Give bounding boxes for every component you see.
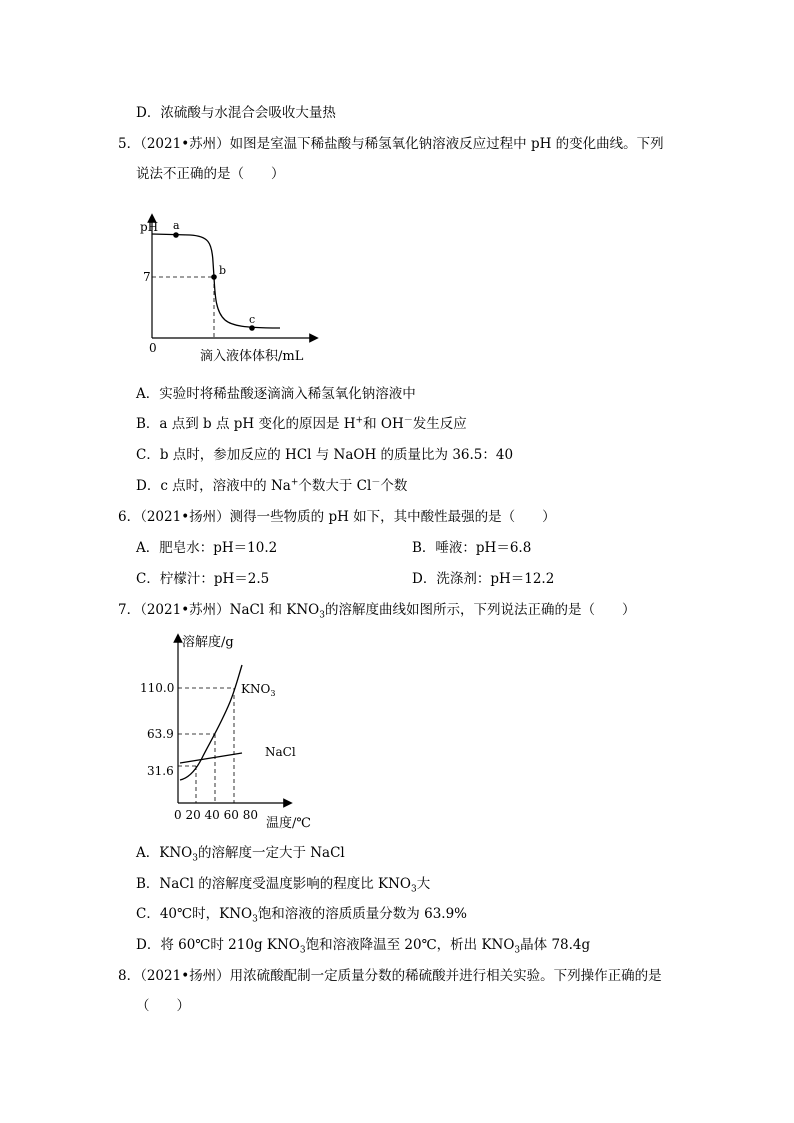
point-c — [249, 325, 255, 331]
solubility-axis-label: 溶解度/g — [182, 635, 234, 650]
q6-option-a: A．肥皂水：pH＝10.2 — [136, 540, 278, 556]
q6-option-c: C．柠檬汁：pH＝2.5 — [136, 571, 270, 587]
temperature-axis-label: 温度/℃ — [266, 816, 311, 831]
ph-7-label: 7 — [143, 270, 151, 284]
q7-option-b: B．NaCl 的溶解度受温度影响的程度比 $KNO_3$大 — [136, 876, 431, 895]
ph-curve — [152, 234, 280, 328]
point-b — [211, 274, 217, 280]
q5-option-a: A．实验时将稀盐酸逐滴滴入稀氢氧化钠溶液中 — [136, 386, 416, 402]
q4-option-d: D．浓硫酸与水混合会吸收大量热 — [136, 105, 336, 121]
nacl-curve — [180, 753, 242, 763]
y-tick-110: 110.0 — [140, 681, 175, 695]
y-tick-639: 63.9 — [147, 727, 174, 741]
ph-curve-figure — [130, 212, 320, 372]
q5-option-b: B．a 点到 b 点 pH 变化的原因是 H+和 OH－发生反应 — [136, 415, 467, 432]
q8-stem-line1: 8．（2021•扬州）用浓硫酸配制一定质量分数的稀硫酸并进行相关实验。下列操作正确的是 — [118, 968, 662, 984]
point-c-label: c — [249, 313, 256, 326]
q8-stem-line2: （ ） — [136, 998, 190, 1014]
q5-stem-line1: 5．（2021•苏州）如图是室温下稀盐酸与稀氢氧化钠溶液反应过程中 pH 的变化曲线。下列 — [118, 136, 664, 152]
q7-option-a: A．$KNO_3$的溶解度一定大于 NaCl — [136, 845, 345, 864]
y-tick-316: 31.6 — [147, 764, 174, 778]
point-a-label: a — [173, 219, 180, 232]
q5-stem-line2: 说法不正确的是（ ） — [136, 166, 285, 182]
point-b-label: b — [219, 264, 227, 277]
q7-stem: 7．（2021•苏州）NaCl 和 $KNO_3$的溶解度曲线如图所示，下列说法正确的是（ ） — [118, 602, 636, 621]
kno3-curve-label: $KNO_3$ — [241, 682, 276, 698]
q5-option-d: D．c 点时，溶液中的 Na+个数大于 Cl－个数 — [136, 477, 408, 494]
point-a — [173, 232, 179, 238]
q7-option-c: C．40℃时，$KNO_3$饱和溶液的溶质质量分数为 63.9% — [136, 906, 467, 925]
q6-option-d: D．洗涤剂：pH＝12.2 — [412, 571, 555, 587]
ph-x-axis-label: 滴入液体体积/mL — [200, 349, 304, 364]
q7-option-d: D．将 60℃时 210g $KNO_3$饱和溶液降温至 20℃，析出 $KNO_3$晶体 78.4g — [136, 937, 591, 956]
x-tick-labels: 0 20 40 60 80 — [174, 808, 258, 822]
ph-axis-label: pH — [140, 220, 159, 234]
q6-stem: 6．（2021•扬州）测得一些物质的 pH 如下，其中酸性最强的是（ ） — [118, 509, 556, 525]
ph-origin-label: 0 — [149, 341, 157, 355]
kno3-curve — [180, 665, 242, 780]
solubility-curve-figure — [134, 630, 324, 835]
q5-option-c: C．b 点时，参加反应的 HCl 与 NaOH 的质量比为 36.5：40 — [136, 447, 514, 463]
q6-option-b: B．唾液：pH＝6.8 — [412, 540, 532, 556]
nacl-curve-label: NaCl — [265, 745, 296, 759]
